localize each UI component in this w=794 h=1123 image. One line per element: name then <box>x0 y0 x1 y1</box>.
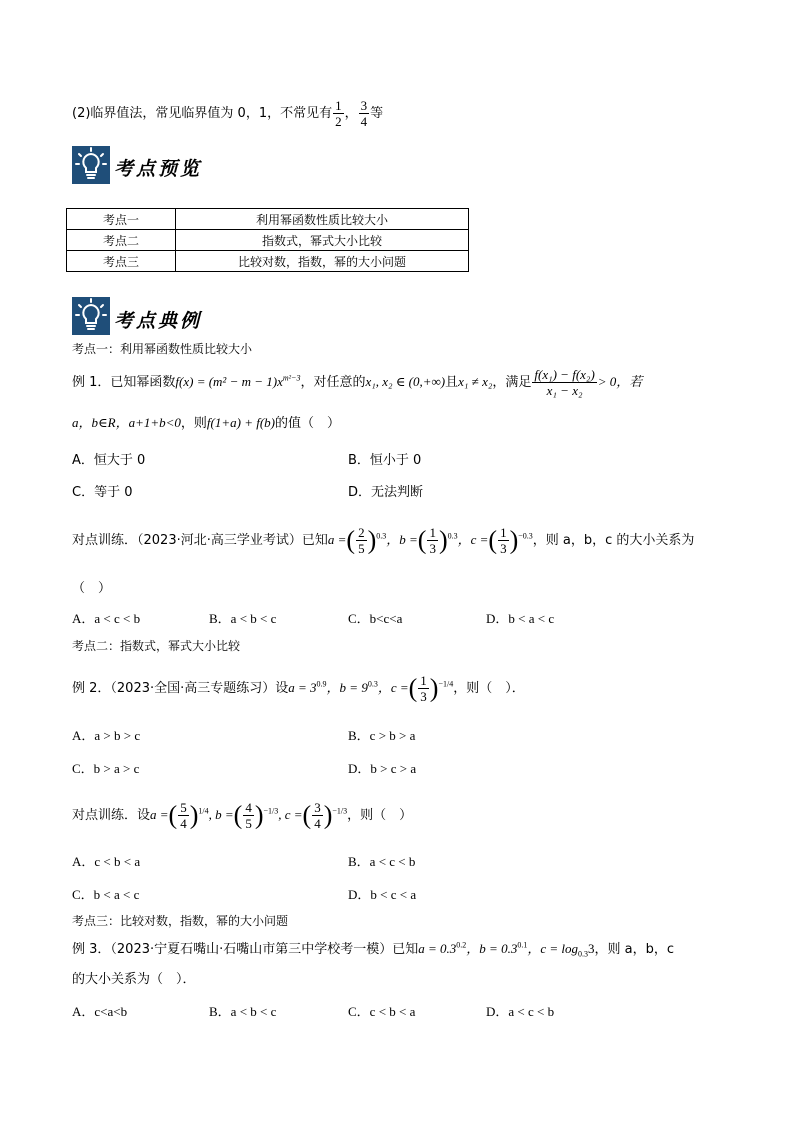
option-a[interactable]: A．恒大于 0 <box>72 453 146 468</box>
option-c[interactable]: C．b<c<a <box>348 611 403 626</box>
fraction-three-quarters: $\frac{3}{4}$ <box>360 98 368 129</box>
option-a[interactable]: A．c < b < a <box>72 854 141 869</box>
option-d[interactable]: D．b > c > a <box>348 761 417 776</box>
example-1-line-1: 例 1．已知幂函数$f(x) = (m^2 - m - 1)x^{m^2-3}$，对任意的x₁, x₂ ∈ (0,+∞)且x₁ ≠ x₂，满足 $\frac{\text{f(x₁) − f(x₂)}}{\text{x₁ − x₂}}$ > 0，若 <box>72 367 643 398</box>
banner-title-preview: 考点预览 <box>114 158 203 180</box>
example-3-line-2: 的大小关系为（ ）． <box>72 972 196 987</box>
option-d[interactable]: D．无法判断 <box>348 485 424 500</box>
option-b[interactable]: B．a < b < c <box>209 1004 277 1019</box>
lightbulb-icon <box>72 146 110 184</box>
option-d[interactable]: D．b < a < c <box>486 611 555 626</box>
overview-table <box>66 208 469 272</box>
fraction-half: $\frac{1}{2}$ <box>335 98 342 129</box>
training-2-line: 对点训练．设a =( $\frac{5}{4}$ )$^{1/4}$, b =( $\frac{4}{5}$ )$^{-1/3}$, c =( $\frac{3}{4}$ )$^{-1/3}$，则（ ） <box>72 800 413 831</box>
option-b[interactable]: B．a < c < b <box>348 854 416 869</box>
option-c[interactable]: C．b < a < c <box>72 887 140 902</box>
option-c[interactable]: C．等于 0 <box>72 485 133 500</box>
training-1-paren: （ ） <box>72 581 112 596</box>
option-d[interactable]: D．a < c < b <box>486 1004 555 1019</box>
option-a[interactable]: A．c<a<b <box>72 1004 128 1019</box>
option-d[interactable]: D．b < c < a <box>348 887 417 902</box>
table-row: 考点三 比较对数，指数，幂的大小问题 <box>67 251 469 272</box>
option-c[interactable]: C．b > a > c <box>72 761 140 776</box>
section-heading-1: 考点一：利用幂函数性质比较大小 <box>72 342 253 356</box>
section-heading-2: 考点二：指数式，幂式大小比较 <box>72 639 241 653</box>
lightbulb-icon <box>72 297 110 335</box>
option-b[interactable]: B．c > b > a <box>348 728 416 743</box>
option-a[interactable]: A．a < c < b <box>72 611 141 626</box>
example-1-fraction: $\frac{\text{f(x₁) − f(x₂)}}{\text{x₁ − x₂}}$ <box>534 367 595 398</box>
table-row: 考点一 利用幂函数性质比较大小 <box>67 209 469 230</box>
example-1-line-2: a，b∈R，a+1+b<0，则f(1+a) + f(b)的值（ ） <box>72 415 341 431</box>
training-1-line-1: 对点训练．（2023·河北·高三学业考试）已知a =( $\frac{2}{5}$ )$^{0.3}$，b =( $\frac{1}{3}$ )$^{0.3}$，c =( $\frac{1}{3}$ )$^{-0.3}$，则 a，b，c 的大小关系为 <box>72 525 695 556</box>
option-b[interactable]: B．恒小于 0 <box>348 453 422 468</box>
example-3-line-1: 例 3．（2023·宁夏石嘴山·石嘴山市第三中学校考一模）已知$a = 0.3^{0.2}$，$b = 0.3^{0.1}$，$c = \log_{0.3}3$，则 a，b，c <box>72 940 674 959</box>
table-row: 考点二 指数式，幂式大小比较 <box>67 230 469 251</box>
option-a[interactable]: A．a > b > c <box>72 728 141 743</box>
option-c[interactable]: C．c < b < a <box>348 1004 416 1019</box>
option-b[interactable]: B．a < b < c <box>209 611 277 626</box>
intro-line: (2)临界值法，常见临界值为 0，1，不常见有 $\frac{1}{2}$ ， $\frac{3}{4}$ 等 <box>72 98 384 129</box>
section-heading-3: 考点三：比较对数，指数，幂的大小问题 <box>72 914 289 928</box>
example-2-line: 例 2．（2023·全国·高三专题练习）设$a = 3^{0.9}$，$b = 9^{0.3}$，c =( $\frac{1}{3}$ )$^{-1/4}$，则（ ）． <box>72 673 525 704</box>
intro-text: (2)临界值法，常见临界值为 0，1，不常见有 <box>72 106 333 121</box>
banner-title-examples: 考点典例 <box>114 310 203 332</box>
